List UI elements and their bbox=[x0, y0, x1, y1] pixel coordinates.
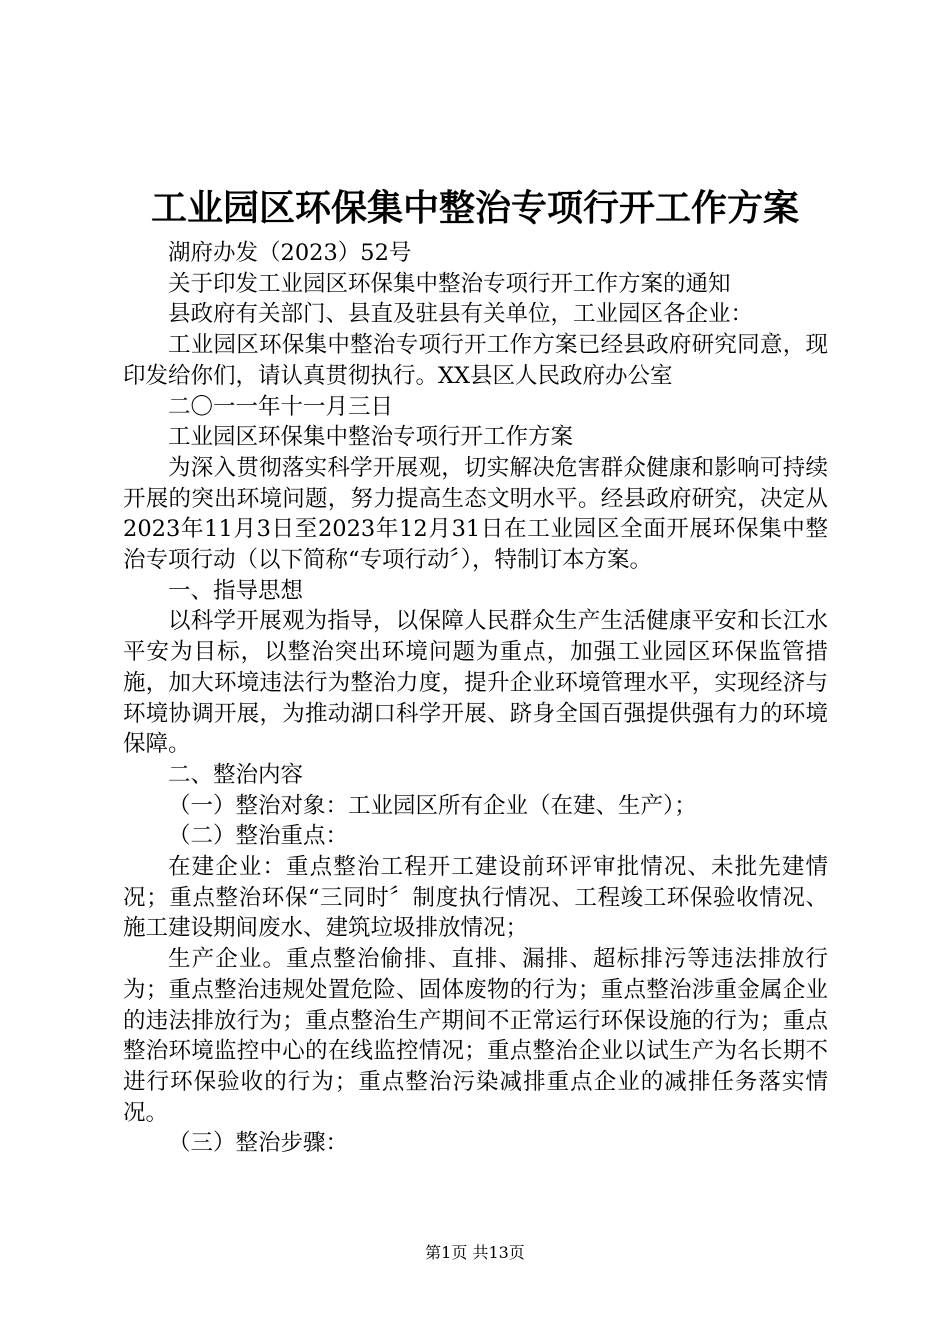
section-heading: 二、整治内容 bbox=[168, 761, 304, 788]
paragraph: 在建企业：重点整治工程开工建设前环评审批情况、未批先建情况；重点整治环保“三同时〞制度执行情况、工程竣工环保验收情况、施工建设期间废水、建筑垃圾排放情况； bbox=[123, 854, 828, 942]
paragraph: 生产企业。重点整治偷排、直排、漏排、超标排污等违法排放行为；重点整治违规处置危险、固体废物的行为；重点整治涉重金属企业的违法排放行为；重点整治生产期间不正常运行环保设施的行为；重点整治环境监控中心的在线监控情况；重点整治企业以试生产为名长期不进行环保验收的行为；重点整治污染减排重点企业的减排任务落实情况。 bbox=[123, 946, 828, 1126]
subsection-heading: （一）整治对象：工业园区所有企业（在建、生产）； bbox=[168, 792, 697, 819]
issue-date: 二〇一一年十一月三日 bbox=[168, 393, 394, 420]
page-number: 第1页 共13页 bbox=[425, 1243, 525, 1262]
notice-body: 工业园区环保集中整治专项行开工作方案已经县政府研究同意，现印发给你们，请认真贯彻执行。XX县区人民政府办公室 bbox=[123, 332, 828, 389]
subsection-heading: （三）整治步骤： bbox=[168, 1130, 349, 1157]
document-number: 湖府办发（2023）52号 bbox=[168, 240, 412, 266]
addressee-line: 县政府有关部门、县直及驻县有关单位，工业园区各企业： bbox=[168, 301, 754, 328]
document-title: 工业园区环保集中整治专项行开工作方案 bbox=[150, 187, 799, 229]
document-body bbox=[123, 238, 828, 1159]
subsection-heading: （二）整治重点： bbox=[168, 823, 349, 850]
section-heading: 一、指导思想 bbox=[168, 577, 304, 604]
notice-title: 关于印发工业园区环保集中整治专项行开工作方案的通知 bbox=[168, 270, 731, 297]
plan-title: 工业园区环保集中整治专项行开工作方案 bbox=[168, 424, 574, 451]
paragraph: 为深入贯彻落实科学开展观，切实解决危害群众健康和影响可持续开展的突出环境问题，努力提高生态文明水平。经县政府研究，决定从2023年11月3日至2023年12月31日在工业园区全面开展环保集中整治专项行动（以下简称“专项行动〞），特制订本方案。 bbox=[123, 454, 828, 574]
paragraph: 以科学开展观为指导，以保障人民群众生产生活健康平安和长江水平安为目标，以整治突出环境问题为重点，加强工业园区环保监管措施，加大环境违法行为整治力度，提升企业环境管理水平，实现经济与环境协调开展，为推动湖口科学开展、跻身全国百强提供强有力的环境保障。 bbox=[123, 608, 828, 758]
